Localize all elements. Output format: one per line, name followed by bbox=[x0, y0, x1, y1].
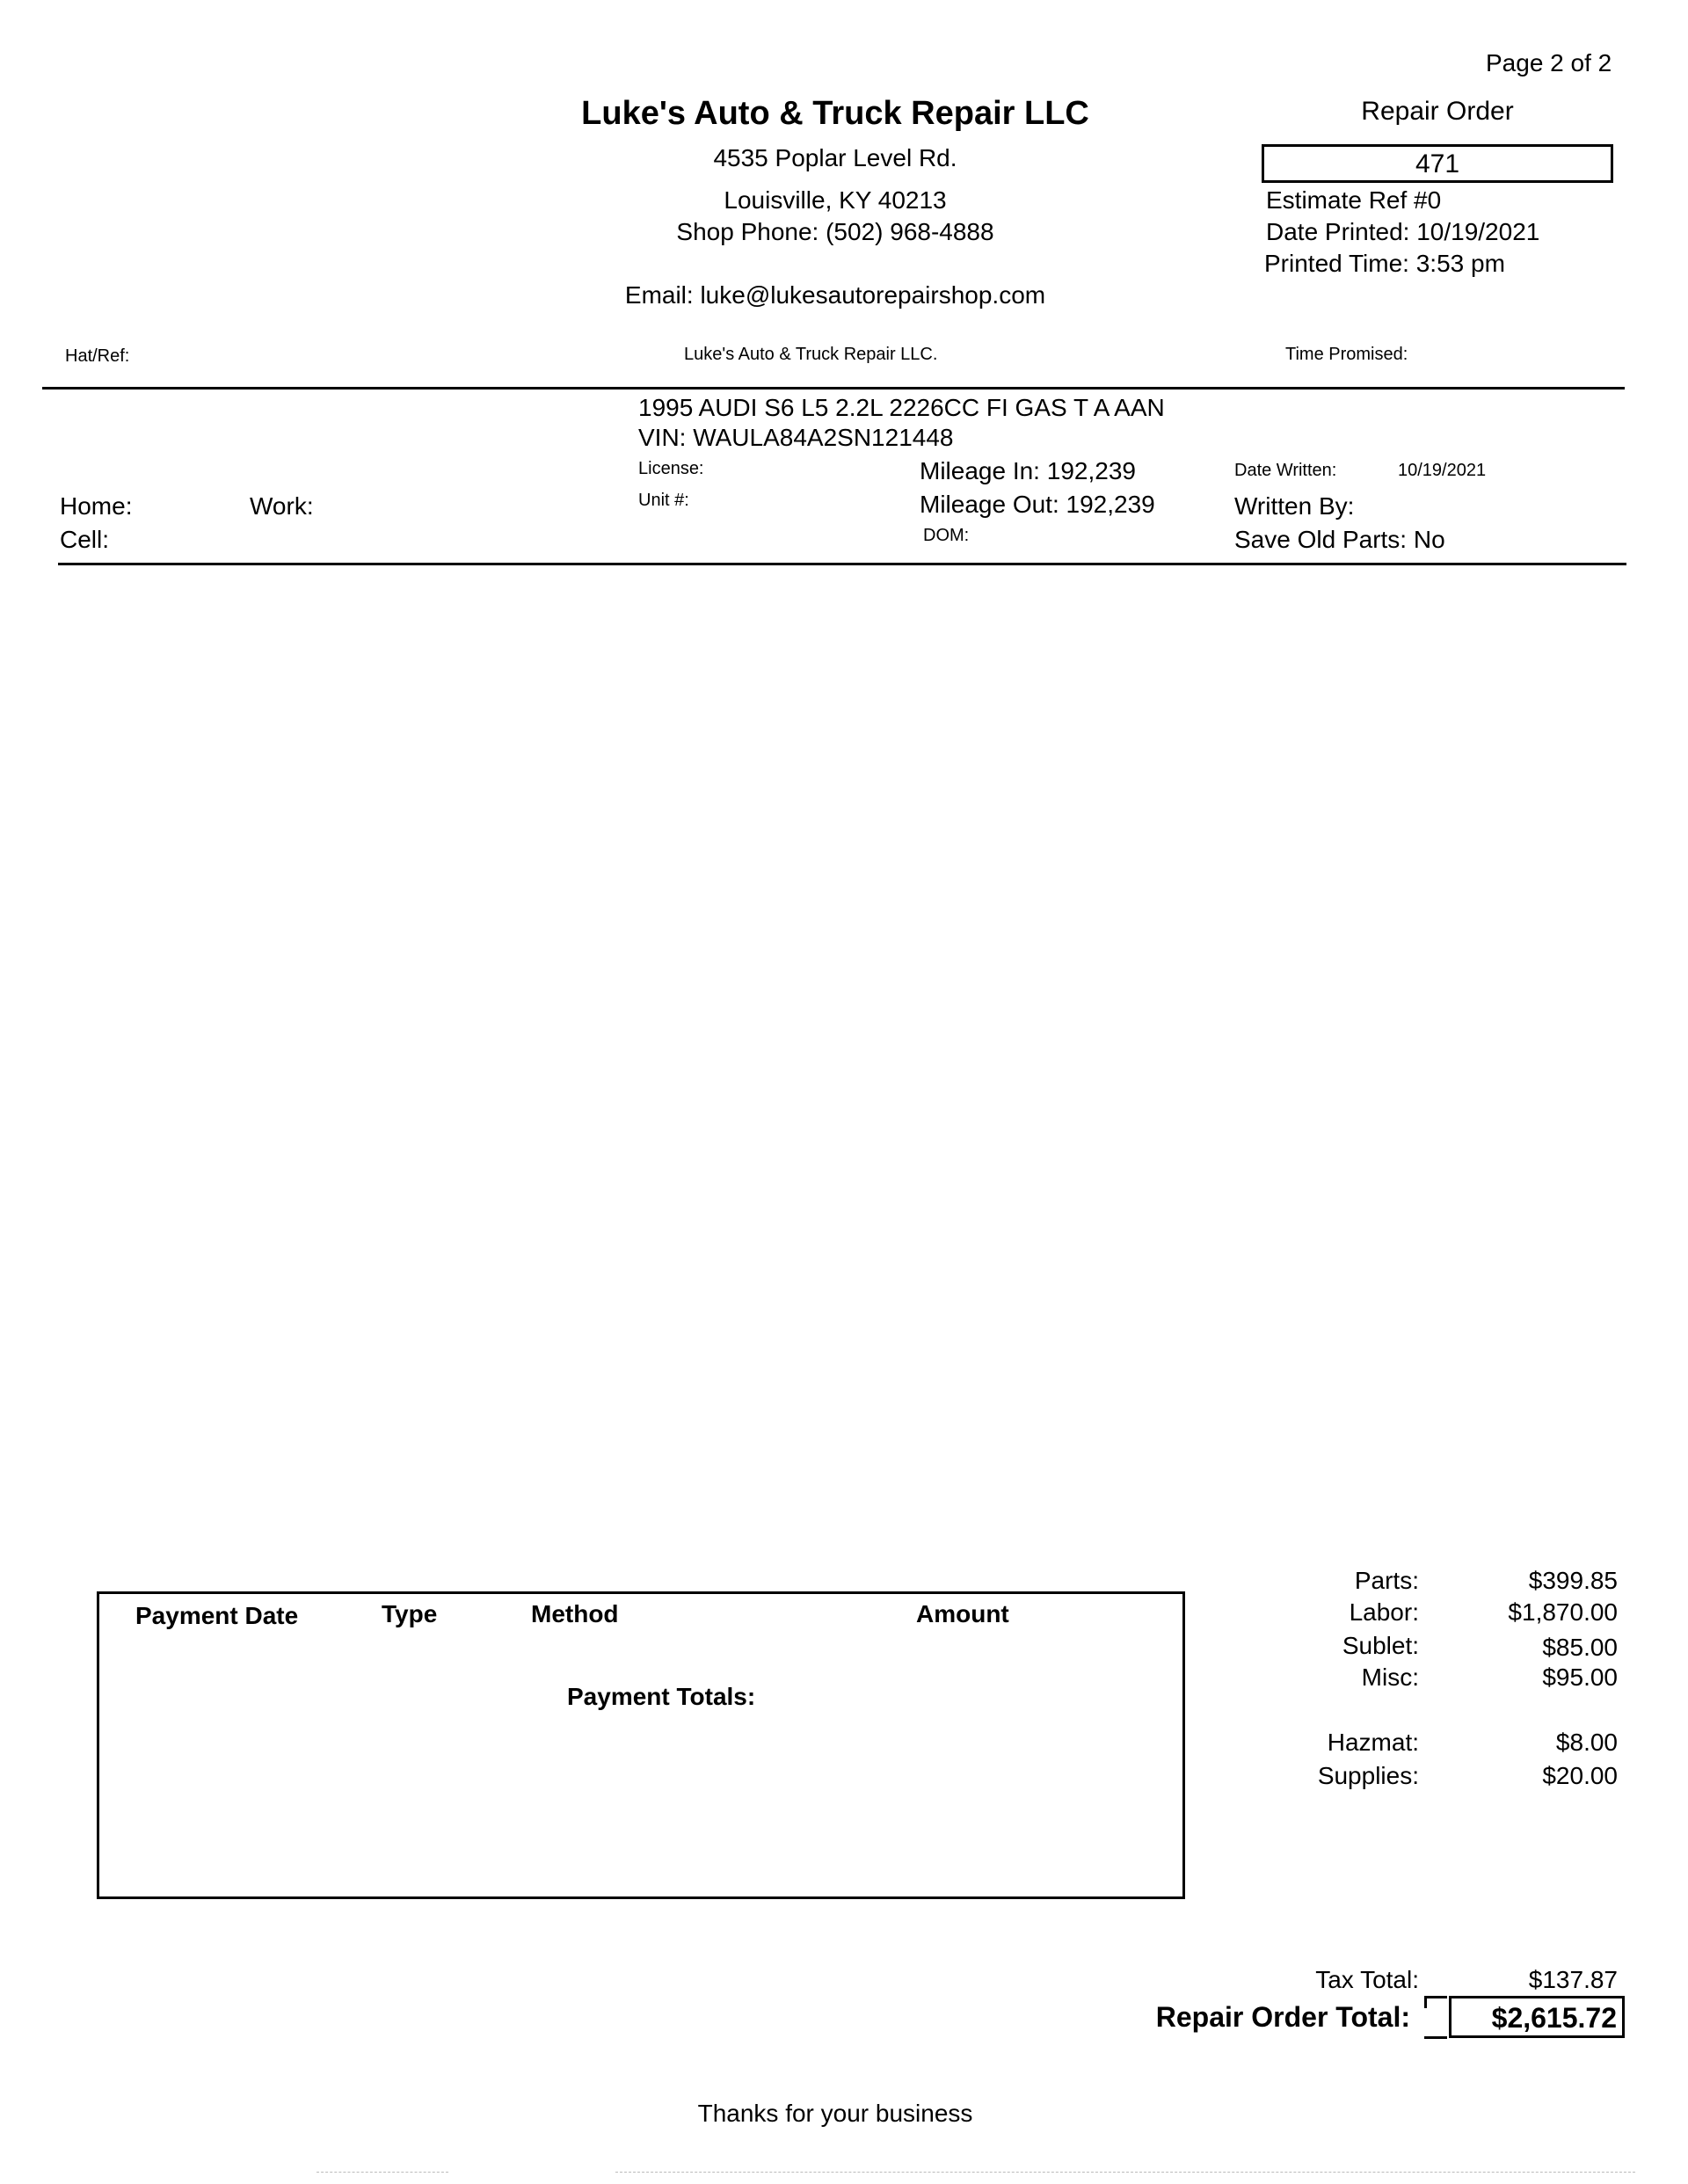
hazmat-value: $8.00 bbox=[1555, 1729, 1618, 1756]
shop-address-line2: Louisville, KY 40213 bbox=[724, 186, 947, 214]
parts-value: $399.85 bbox=[1528, 1567, 1618, 1594]
unit-label: Unit #: bbox=[638, 491, 689, 510]
date-printed: Date Printed: 10/19/2021 bbox=[1266, 218, 1540, 245]
misc-value: $95.00 bbox=[1542, 1663, 1618, 1691]
tax-total-label: Tax Total: bbox=[1315, 1966, 1419, 1993]
payment-amount-header: Amount bbox=[916, 1600, 1009, 1627]
tax-total-value: $137.87 bbox=[1528, 1966, 1618, 1993]
misc-label: Misc: bbox=[1361, 1663, 1419, 1691]
date-written-label: Date Written: bbox=[1234, 461, 1337, 480]
license-label: License: bbox=[638, 459, 704, 478]
repair-order-total-value: $2,615.72 bbox=[1491, 2002, 1617, 2034]
payments-table bbox=[97, 1591, 1185, 1899]
repair-order-total-label: Repair Order Total: bbox=[1155, 2001, 1410, 2033]
vehicle-vin: VIN: WAULA84A2SN121448 bbox=[638, 424, 954, 451]
scan-artifact-right bbox=[615, 2172, 1635, 2173]
estimate-ref: Estimate Ref #0 bbox=[1266, 186, 1442, 214]
mileage-in: Mileage In: 192,239 bbox=[920, 457, 1136, 484]
save-old-parts: Save Old Parts: No bbox=[1234, 526, 1445, 553]
date-written-value: 10/19/2021 bbox=[1398, 461, 1487, 480]
shop-email: Email: luke@lukesautorepairshop.com bbox=[624, 281, 1046, 309]
shop-phone: Shop Phone: (502) 968-4888 bbox=[676, 218, 994, 245]
vehicle-description: 1995 AUDI S6 L5 2.2L 2226CC FI GAS T A AAN bbox=[638, 394, 1165, 421]
home-phone-label: Home: bbox=[60, 492, 133, 520]
written-by: Written By: bbox=[1234, 492, 1355, 520]
page-indicator: Page 2 of 2 bbox=[1486, 49, 1612, 76]
dom-label: DOM: bbox=[923, 526, 970, 545]
printed-time: Printed Time: 3:53 pm bbox=[1264, 250, 1505, 277]
order-number-box bbox=[1262, 144, 1613, 183]
payment-method-header: Method bbox=[531, 1600, 619, 1627]
time-promised-label: Time Promised: bbox=[1285, 345, 1408, 364]
supplies-label: Supplies: bbox=[1317, 1762, 1419, 1789]
mileage-out: Mileage Out: 192,239 bbox=[920, 491, 1155, 518]
shop-name: Luke's Auto & Truck Repair LLC bbox=[581, 95, 1089, 132]
hazmat-label: Hazmat: bbox=[1327, 1729, 1419, 1756]
scan-artifact-left bbox=[316, 2172, 448, 2173]
shop-name-small: Luke's Auto & Truck Repair LLC. bbox=[684, 345, 938, 364]
divider-vehicle bbox=[58, 563, 1626, 565]
supplies-value: $20.00 bbox=[1542, 1762, 1618, 1789]
payment-date-header: Payment Date bbox=[135, 1602, 299, 1629]
cell-phone-label: Cell: bbox=[60, 526, 110, 553]
thanks-message: Thanks for your business bbox=[697, 2100, 973, 2127]
payment-type-header: Type bbox=[382, 1600, 438, 1627]
divider-top bbox=[42, 387, 1625, 389]
payment-totals-label: Payment Totals: bbox=[567, 1683, 756, 1710]
total-marker-side bbox=[1424, 1996, 1427, 2008]
sublet-value: $85.00 bbox=[1542, 1634, 1618, 1661]
parts-label: Parts: bbox=[1354, 1567, 1419, 1594]
shop-address-line1: 4535 Poplar Level Rd. bbox=[713, 144, 957, 171]
work-phone-label: Work: bbox=[250, 492, 314, 520]
repair-order-total-box bbox=[1449, 1996, 1625, 2038]
total-marker-bottom bbox=[1424, 2036, 1447, 2039]
order-number: 471 bbox=[1415, 149, 1460, 178]
labor-label: Labor: bbox=[1349, 1598, 1419, 1626]
sublet-label: Sublet: bbox=[1342, 1632, 1419, 1659]
total-marker-top bbox=[1424, 1996, 1447, 1998]
hat-ref-label: Hat/Ref: bbox=[65, 346, 130, 366]
document-type: Repair Order bbox=[1361, 97, 1514, 126]
labor-value: $1,870.00 bbox=[1508, 1598, 1618, 1626]
